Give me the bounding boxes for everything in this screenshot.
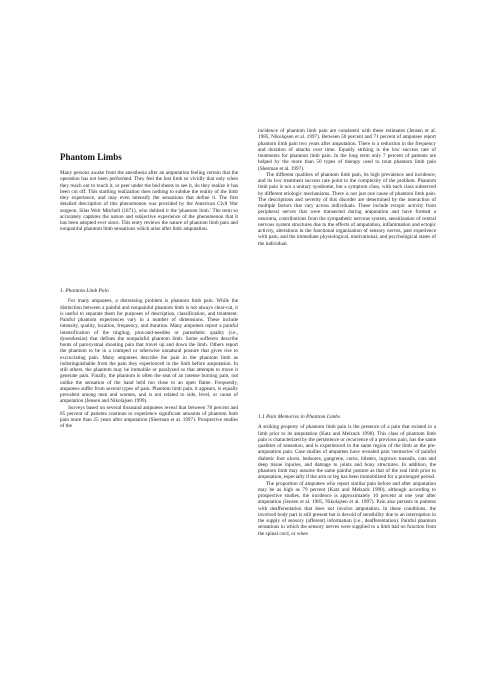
right-column-top	[258, 128, 436, 247]
section-1-1	[258, 408, 436, 537]
intro-block	[60, 170, 238, 233]
section-1-heading: 1. Phantom Limb Pain	[60, 288, 109, 294]
section-1-1-paragraph-2: The proportion of amputees who report similar pain before and after amputation may be as high as 79 percent (Katz and Melzack 1990), although according to prospective studies, the incidence is approximately 10 percent at one year after amputation (Jensen et al. 1985, Nikolajsen et al. 1997). Pain also persists in patients with deafferentation that does not involve amputation. In these conditions, the involved body part is still present but is devoid of sensibility due to an interruption in the supply of sensory (afferent) information (i.e., deafferentation). Painful phantom sensations in which the sensory nerves were supplied to a limb had no function from the spinal cord, or when	[258, 480, 436, 537]
section-1-1-heading: 1.1 Pain Memories in Phantom Limbs	[258, 414, 341, 420]
section-1-1-paragraph-1: A striking property of phantom limb pain is the presence of a pain that existed in a limb prior to its amputation (Katz and Melzack 1990). This class of phantom limb pain is characterized by the persistence or recurrence of a previous pain, has the same qualities of sensation, and is experienced in the same region of the limb as the pre-amputation pain. Case studies of amputees have revealed pain 'memories' of painful diabetic foot ulcers, bedsores, gangrene, corns, blisters, ingrown toenails, cuts and deep tissue injuries, and damage to joints and bony structures. In addition, the phantom limb may assume the same painful posture as that of the real limb prior to amputation, especially if the arm or leg has been immobilized for a prolonged period.	[258, 424, 436, 481]
page-title: Phantom Limbs	[60, 152, 122, 162]
section-1-paragraph-2: Surveys based on several thousand amputees reveal that between 78 percent and 85 percent of patients continue to experience significant amounts of phantom limb pain more than 25 years after amputation (Sherman et al. 1997). Prospective studies of the	[60, 404, 238, 430]
right-paragraph-1: incidence of phantom limb pain are consistent with these estimates (Jensen et al. 1985, Nikolajsen et al. 1997). Between 50 percent and 71 percent of amputees report phantom limb pain two years after amputation. There is a reduction in the frequency and duration of attacks over time. Equally striking is the low success rate of treatments for phantom limb pain. In the long term only 7 percent of patients are helped by the more than 50 types of therapy used to treat phantom limb pain (Sherman et al. 1997).	[258, 128, 436, 172]
section-1	[60, 282, 238, 430]
section-1-paragraph-1: For many amputees, a distressing problem is phantom limb pain. While the distinction between a painful and nonpainful phantom limb is not always clear-cut, it is useful to separate them for purposes of description, classification, and treatment. Painful phantom experiences vary in a number of dimensions. These include intensity, quality, location, frequency, and duration. Many amputees report a painful intensification of the tingling, pins-and-needles or paresthetic quality (i.e., dysesthesias) that defines the nonpainful phantom limb. Some sufferers describe bouts of paroxysmal shooting pain that travel up and down the limb. Others report the phantom to be in a cramped or otherwise unnatural posture that gives rise to excruciating pain. Many amputees describe the pain in the phantom limb as indistinguishable from the pain they experienced in the limb before amputation. In still others, the phantom may be immobile or paralyzed so that attempts to move it generate pain. Finally, the phantom is often the seat of an intense burning pain, not unlike the sensation of the hand held too close to an open flame. Frequently, amputees suffer from several types of pain. Phantom limb pain, it appears, is equally prevalent among men and women, and is not related to side, level, or cause of amputation (Jensen and Nikolajsen 1999).	[60, 298, 238, 405]
right-paragraph-2: The different qualities of phantom limb pain, its high prevalence and incidence, and its low treatment success rate point to the complexity of the problem. Phantom limb pain is not a unitary syndrome, but a symptom class, with each class subserved by different etiologic mechanisms. There is not just one cause of phantom limb pain. The descriptions and severity of this disorder are determined by the interaction of multiple factors that vary across individuals. These include ectopic activity from peripheral nerves that were transected during amputation and have formed a neuroma, contributions from the sympathetic nervous system, sensitization of central nervous system structures due to the effects of amputation, inflammation and ectopic activity, alterations in the functional organization of sensory nerves, past experience with pain, and the immediate physiological, motivational, and psychological states of the individual.	[258, 171, 436, 247]
intro-paragraph: Many persons awake from the anesthesia after an amputation feeling certain that the operation has not been performed. They feel the lost limb so vividly that only when they reach out to touch it, or peer under the bed sheets to see it, do they realize it has been cut off. This startling realization does nothing to subdue the reality of the limb they experience, and may even intensify the sensations that define it. The first detailed description of this phenomenon was provided by the American Civil War surgeon, Silas Weir Mitchell (1871), who dubbed it the 'phantom limb.' The term so accurately captures the nature and subjective experience of the phenomenon that it has been adopted ever since. This entry reviews the nature of phantom limb pain and nonpainful phantom limb sensations which arise after limb amputation.	[60, 170, 238, 233]
